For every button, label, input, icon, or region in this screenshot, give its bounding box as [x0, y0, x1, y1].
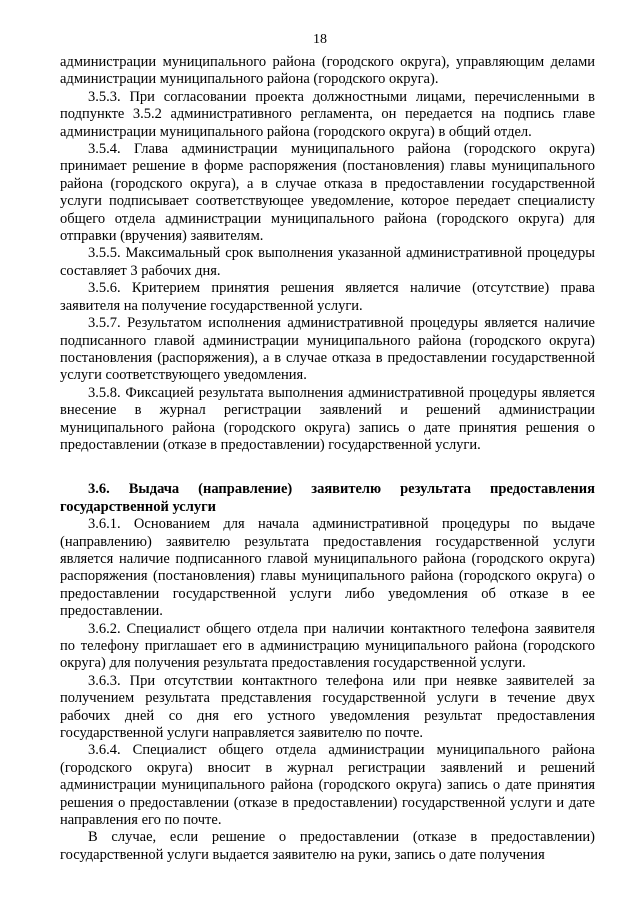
section-heading-3-6: 3.6. Выдача (направление) заявителю результата предоставления государственной услуги: [60, 481, 595, 515]
paragraph-3-6-3: 3.6.3. При отсутствии контактного телефона или при неявке заявителей за получением результата представления государственной услуги в течение двух рабочих дней со дня его устного уведомления результат предоставления государственной услуги направляется заявителю по почте.: [60, 672, 595, 742]
paragraph-3-5-6: 3.5.6. Критерием принятия решения является наличие (отсутствие) права заявителя на получение государственной услуги.: [60, 280, 595, 314]
paragraph-3-6-1: 3.6.1. Основанием для начала административной процедуры по выдаче (направлению) заявителю результата предоставления государственной услуги является наличие подписанного главой муниципального района (городского округа) распоряжения (постановления) главы муниципального района (городского округа) о предоставлении государственной услуги либо уведомления об отказе в ее предоставлении.: [60, 516, 595, 620]
page-number: 18: [313, 32, 327, 47]
paragraph-3-5-7: 3.5.7. Результатом исполнения административной процедуры является наличие подписанного главой администрации муниципального района (городского округа) постановления (распоряжения), а в случае отказа в предоставлении государственной услуги соответствующего уведомления.: [60, 315, 595, 384]
paragraph-3-5-5: 3.5.5. Максимальный срок выполнения указанной административной процедуры составляет 3 рабочих дня.: [60, 245, 595, 279]
paragraph-3-5-3: 3.5.3. При согласовании проекта должностными лицами, перечисленными в подпункте 3.5.2 административного регламента, он передается на подпись главе администрации муниципального района (городского округа) в общий отдел.: [60, 88, 595, 140]
document-body: [60, 54, 595, 864]
paragraph-3-5-4: 3.5.4. Глава администрации муниципального района (городского округа) принимает решение в форме распоряжения (постановления) главы муниципального района (городского округа), а в случае отказа в предоставлении государственной услуги подписывает соответствующее уведомление, которое передает специалисту общего отдела администрации муниципального района (городского округа) для отправки (вручения) заявителям.: [60, 141, 595, 245]
paragraph-continuation: В случае, если решение о предоставлении (отказе в предоставлении) государственной услуги выдается заявителю на руки, запись о дате получения: [60, 829, 595, 863]
paragraph-3-6-2: 3.6.2. Специалист общего отдела при наличии контактного телефона заявителя по телефону приглашает его в администрацию муниципального района (городского округа) для получения результата предоставления государственной услуги.: [60, 620, 595, 672]
paragraph-3-5-8: 3.5.8. Фиксацией результата выполнения административной процедуры является внесение в журнал регистрации заявлений и решений администрации муниципального района (городского округа) запись о дате принятия решения о предоставлении (отказе в предоставлении) государственной услуги.: [60, 384, 595, 453]
paragraph-3-6-4: 3.6.4. Специалист общего отдела администрации муниципального района (городского округа) вносит в журнал регистрации заявлений и решений администрации муниципального района (городского округа) запись о дате принятия решения о предоставлении (отказе в предоставлении) государственной услуги и дате направления его по почте.: [60, 742, 595, 829]
paragraph: администрации муниципального района (городского округа), управляющим делами администрации муниципального района (городского округа).: [60, 54, 595, 88]
